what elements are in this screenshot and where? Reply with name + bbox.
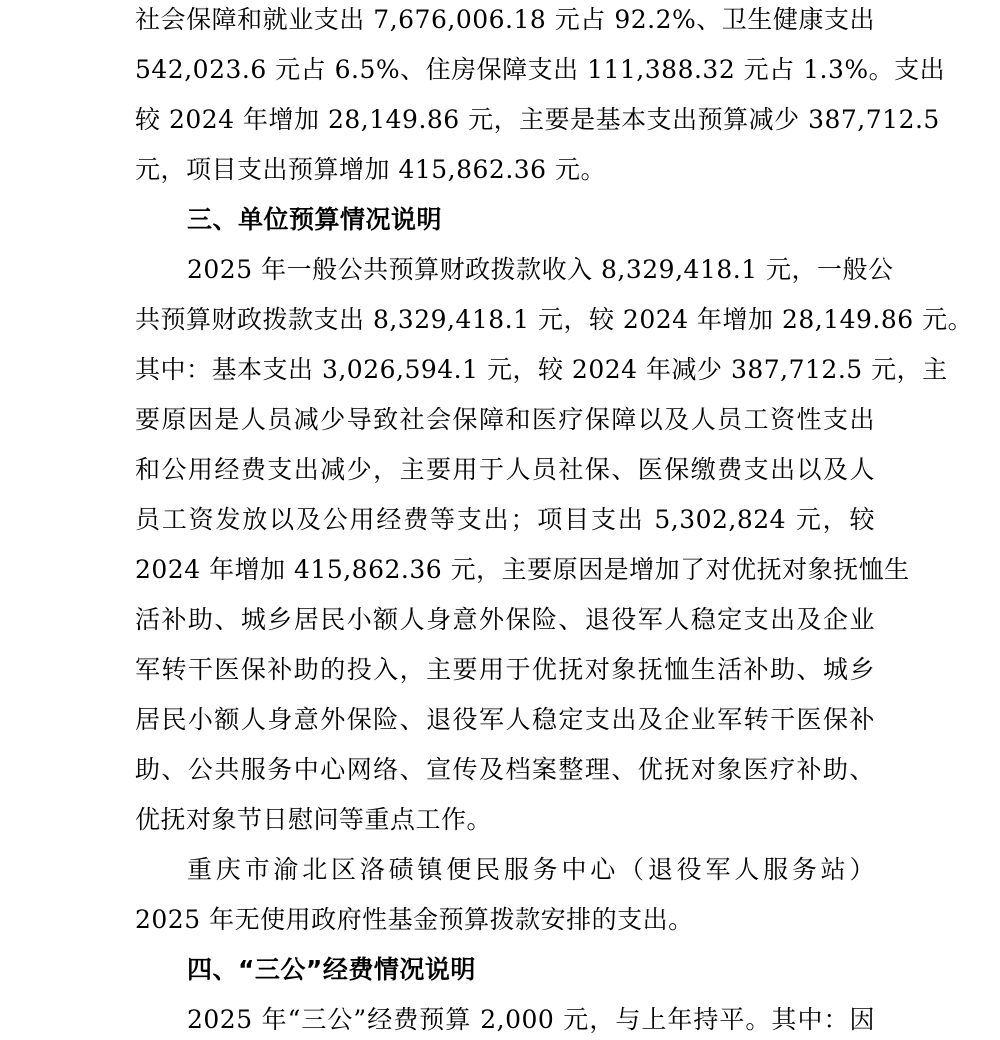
paragraph-line: 2024 年增加 415,862.36 元，主要原因是增加了对优抚对象抚恤生	[135, 555, 910, 584]
paragraph-line: 其中：基本支出 3,026,594.1 元，较 2024 年减少 387,712.5 元，主	[135, 355, 948, 384]
paragraph-line: 和公用经费支出减少，主要用于人员社保、医保缴费支出以及人	[135, 455, 875, 484]
paragraph-line: 较 2024 年增加 28,149.86 元，主要是基本支出预算减少 387,712.5	[135, 105, 940, 134]
section-heading-unit-budget: 三、单位预算情况说明	[187, 205, 443, 234]
paragraph-line: 社会保障和就业支出 7,676,006.18 元占 92.2%、卫生健康支出	[135, 5, 875, 34]
section-heading-three-public-expenses: 四、“三公”经费情况说明	[187, 955, 476, 984]
paragraph-line: 军转干医保补助的投入，主要用于优抚对象抚恤生活补助、城乡	[135, 655, 875, 684]
paragraph-line: 共预算财政拨款支出 8,329,418.1 元，较 2024 年增加 28,149.86 元。	[135, 305, 974, 334]
paragraph-line: 2025 年一般公共预算财政拨款收入 8,329,418.1 元，一般公	[187, 255, 894, 284]
paragraph-line: 要原因是人员减少导致社会保障和医疗保障以及人员工资性支出	[135, 405, 875, 434]
paragraph-line: 活补助、城乡居民小额人身意外保险、退役军人稳定支出及企业	[135, 605, 875, 634]
paragraph-line: 重庆市渝北区洛碛镇便民服务中心（退役军人服务站）	[187, 855, 875, 884]
paragraph-line: 居民小额人身意外保险、退役军人稳定支出及企业军转干医保补	[135, 705, 875, 734]
paragraph-line: 优抚对象节日慰问等重点工作。	[135, 805, 493, 834]
paragraph-line: 542,023.6 元占 6.5%、住房保障支出 111,388.32 元占 1.3%。支出	[135, 55, 946, 84]
paragraph-line: 2025 年“三公”经费预算 2,000 元，与上年持平。其中：因	[187, 1005, 875, 1034]
paragraph-line: 员工资发放以及公用经费等支出；项目支出 5,302,824 元，较	[135, 505, 875, 534]
paragraph-line: 元，项目支出预算增加 415,862.36 元。	[135, 155, 607, 184]
paragraph-line: 2025 年无使用政府性基金预算拨款安排的支出。	[135, 905, 694, 934]
paragraph-line: 助、公共服务中心网络、宣传及档案整理、优抚对象医疗补助、	[135, 755, 875, 784]
